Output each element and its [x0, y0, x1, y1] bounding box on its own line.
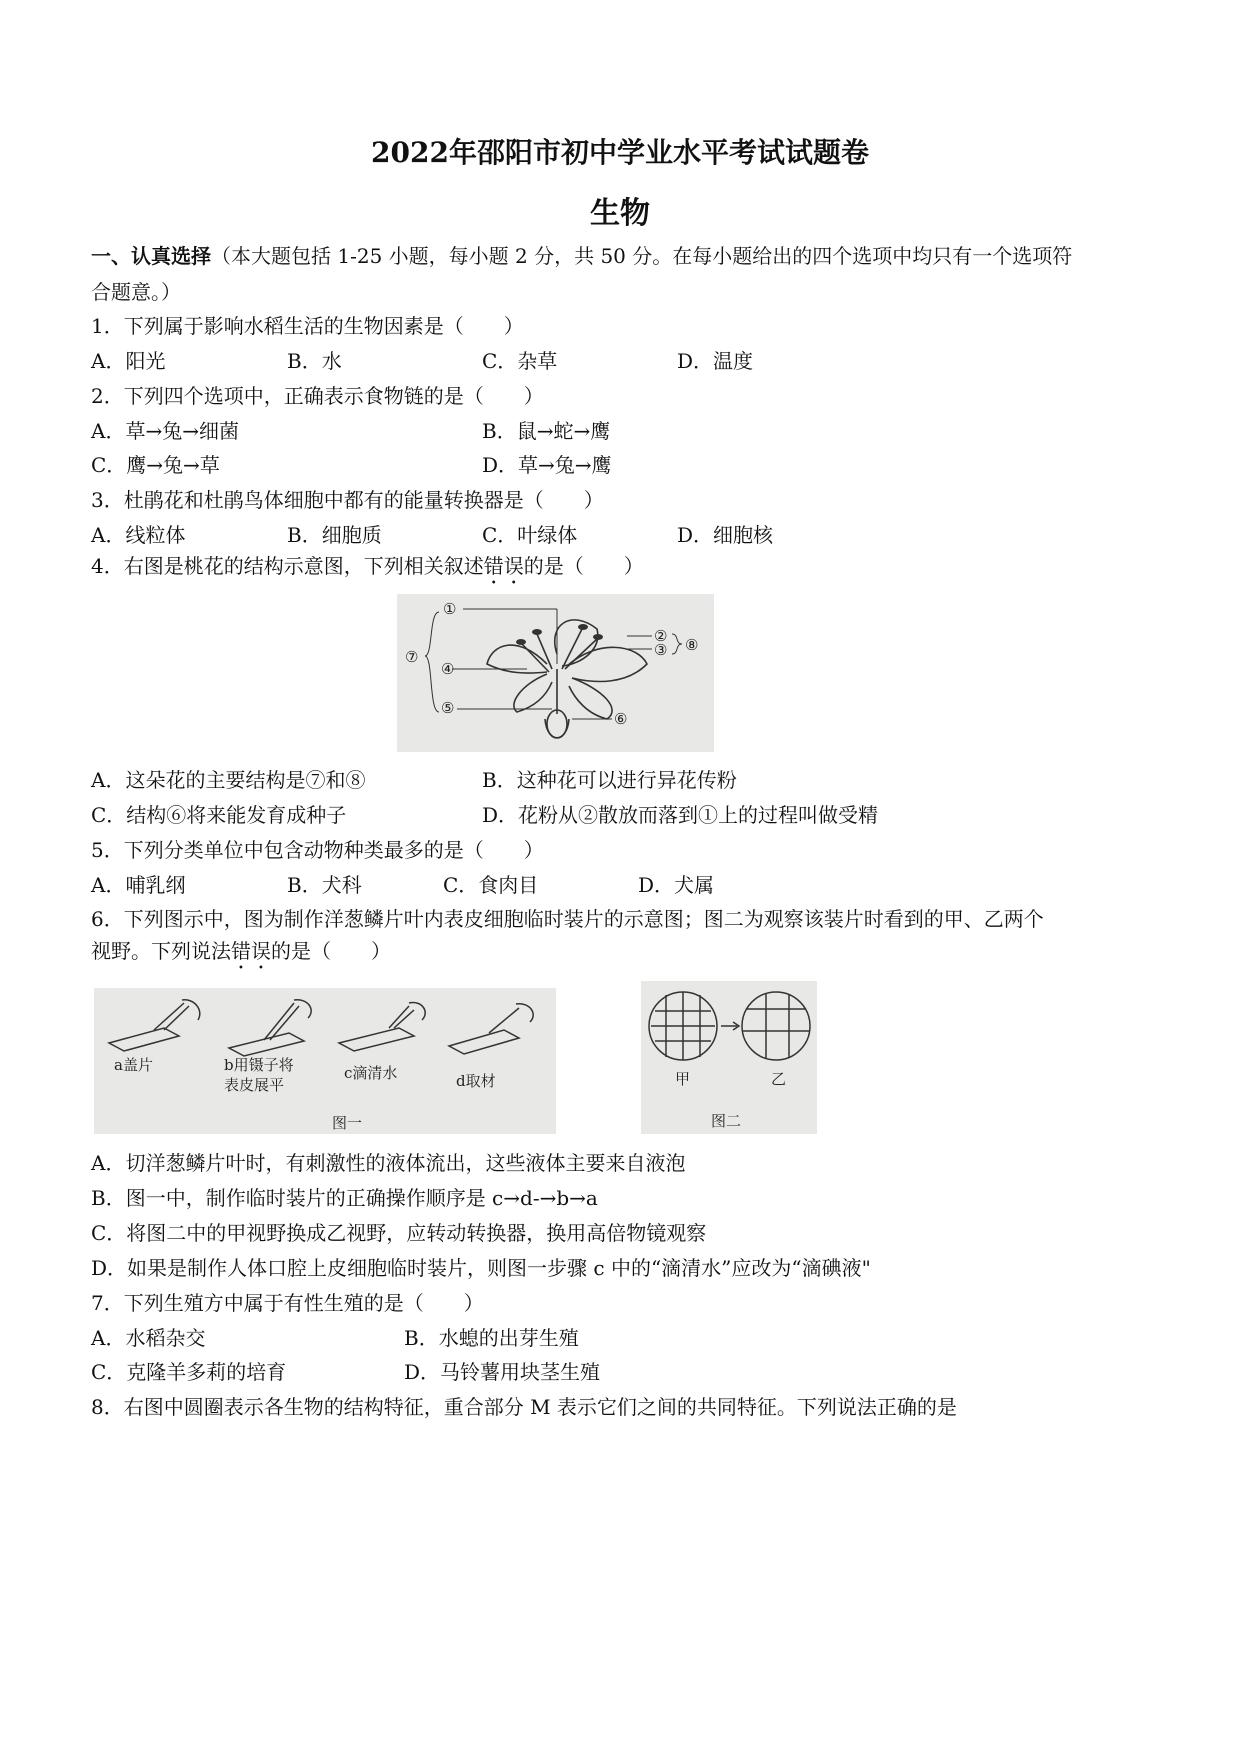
q3-option-b: B．细胞质	[287, 523, 382, 547]
subject-title: 生物	[590, 196, 650, 231]
fig2-label-yi: 乙	[771, 1070, 787, 1088]
microscope-view-figure	[641, 981, 817, 1134]
q5-option-d: D．犬属	[638, 873, 715, 897]
slide-preparation-figure	[94, 988, 556, 1134]
q6-option-b: B．图一中，制作临时装片的正确操作顺序是 c→d-→b→a	[91, 1186, 598, 1210]
flower-label-7: ⑦	[405, 648, 419, 666]
q1-stem: 1．下列属于影响水稻生活的生物因素是（ ）	[91, 314, 524, 338]
q4-option-a: A．这朵花的主要结构是⑦和⑧	[91, 768, 366, 792]
flower-label-3: ③	[654, 641, 668, 659]
q1-option-b: B．水	[287, 349, 342, 373]
flower-label-4: ④	[441, 660, 455, 678]
fig1-step-b-2: 表皮展平	[224, 1076, 285, 1094]
q4-stem	[91, 553, 644, 589]
q1-option-d: D．温度	[677, 349, 754, 373]
q6-option-c: C．将图二中的甲视野换成乙视野，应转动转换器，换用高倍物镜观察	[91, 1221, 707, 1245]
q7-stem: 7．下列生殖方中属于有性生殖的是（ ）	[91, 1291, 484, 1315]
q2-stem: 2．下列四个选项中，正确表示食物链的是（ ）	[91, 384, 544, 408]
flower-label-1: ①	[443, 600, 457, 618]
flower-label-5: ⑤	[441, 699, 455, 717]
exam-title: 2022年邵阳市初中学业水平考试试题卷	[371, 136, 869, 169]
q7-option-d: D．马铃薯用块茎生殖	[404, 1360, 601, 1384]
section-desc: （本大题包括 1-25 小题，每小题 2 分，共 50 分。在每小题给出的四个选项中均只有一个选项符	[211, 244, 1073, 268]
q7-option-b: B．水螅的出芽生殖	[404, 1326, 579, 1350]
q4-stem-post: 的是（ ）	[523, 554, 644, 578]
q6-option-a: A．切洋葱鳞片叶时，有刺激性的液体流出，这些液体主要来自液泡	[91, 1151, 686, 1175]
q6-stem-line1: 6．下列图示中，图为制作洋葱鳞片叶内表皮细胞临时装片的示意图；图二为观察该装片时看到的甲、乙两个	[91, 907, 1044, 931]
q2-option-c: C．鹰→兔→草	[91, 453, 220, 477]
q7-option-a: A．水稻杂交	[91, 1326, 206, 1350]
fig1-step-a: a盖片	[114, 1056, 153, 1074]
q6-stem-emphasis: 错误	[231, 939, 271, 963]
q4-option-c: C．结构⑥将来能发育成种子	[91, 803, 347, 827]
q3-option-d: D．细胞核	[677, 523, 774, 547]
q1-option-c: C．杂草	[482, 349, 558, 373]
q4-stem-emphasis: 错误	[483, 554, 524, 578]
section-heading-line	[91, 243, 1072, 269]
peach-flower-diagram	[397, 594, 714, 752]
q5-option-a: A．哺乳纲	[91, 873, 186, 897]
q2-option-a: A．草→兔→细菌	[91, 419, 239, 443]
q4-option-b: B．这种花可以进行异花传粉	[482, 768, 737, 792]
q6-stem-line2	[91, 938, 391, 974]
fig1-step-c: c滴清水	[344, 1064, 398, 1082]
section-desc-cont: 合题意。）	[91, 280, 181, 304]
q6-stem-pre: 视野。下列说法	[91, 939, 231, 963]
q2-option-b: B．鼠→蛇→鹰	[482, 419, 611, 443]
fig1-step-d: d取材	[456, 1072, 496, 1090]
fig2-caption: 图二	[711, 1112, 742, 1130]
flower-label-6: ⑥	[614, 710, 628, 728]
q2-option-d: D．草→兔→鹰	[482, 453, 612, 477]
q7-option-c: C．克隆羊多莉的培育	[91, 1360, 287, 1384]
fig1-step-b-1: b用镊子将	[224, 1056, 294, 1074]
q4-option-d: D．花粉从②散放而落到①上的过程叫做受精	[482, 803, 879, 827]
flower-label-2: ②	[654, 627, 668, 645]
section-heading: 一、认真选择	[91, 244, 211, 268]
flower-label-8: ⑧	[685, 636, 699, 654]
q3-stem: 3．杜鹃花和杜鹃鸟体细胞中都有的能量转换器是（ ）	[91, 488, 604, 512]
q1-option-a: A．阳光	[91, 349, 166, 373]
q5-option-c: C．食肉目	[443, 873, 539, 897]
q5-option-b: B．犬科	[287, 873, 362, 897]
fig1-caption: 图一	[332, 1114, 363, 1132]
q5-stem: 5．下列分类单位中包含动物种类最多的是（ ）	[91, 838, 544, 862]
q3-option-a: A．线粒体	[91, 523, 186, 547]
fig2-label-jia: 甲	[675, 1070, 691, 1088]
q3-option-c: C．叶绿体	[482, 523, 578, 547]
q8-stem: 8．右图中圆圈表示各生物的结构特征，重合部分 M 表示它们之间的共同特征。下列说法正确的是	[91, 1395, 957, 1419]
q6-stem-post: 的是（ ）	[271, 939, 391, 963]
q4-stem-pre: 4．右图是桃花的结构示意图，下列相关叙述	[91, 554, 484, 578]
q6-option-d: D．如果是制作人体口腔上皮细胞临时装片，则图一步骤 c 中的“滴清水”应改为“滴碘液"	[91, 1256, 871, 1280]
